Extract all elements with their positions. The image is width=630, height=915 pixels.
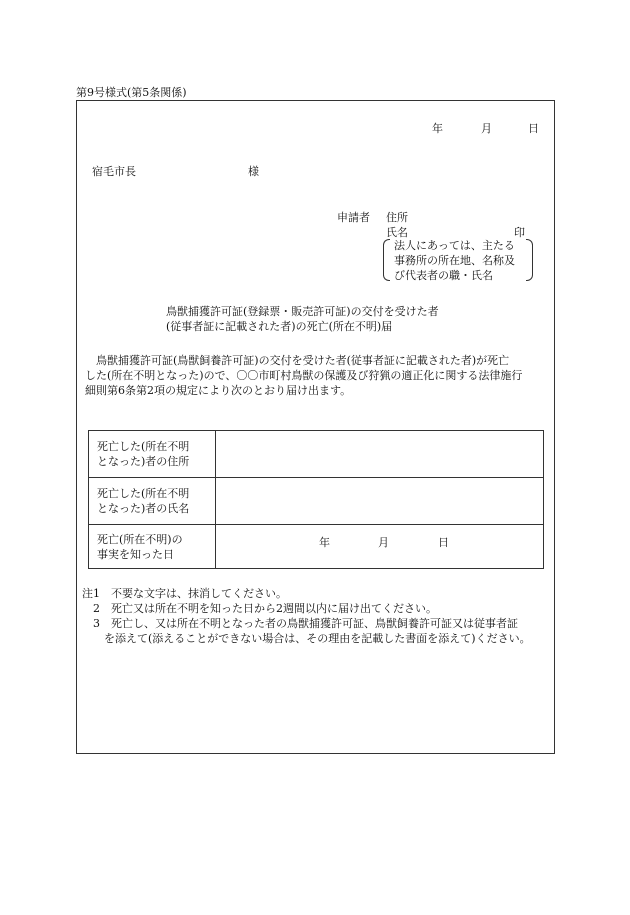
note-item: を添えて(添えることができない場合は、その理由を記載した書面を添えて)ください。 <box>82 632 531 645</box>
form-number-label: 第9号様式(第5条関係) <box>76 86 187 99</box>
form-frame <box>76 100 555 754</box>
row-label <box>89 431 216 478</box>
known-year-label: 年 <box>319 536 330 549</box>
row-label <box>89 525 216 569</box>
details-table <box>88 430 544 569</box>
date-day-label: 日 <box>528 122 539 135</box>
row-label <box>89 478 216 525</box>
right-bracket <box>526 239 533 281</box>
row-label-line: となった)者の住所 <box>97 455 190 468</box>
table-row <box>89 478 544 525</box>
row-label-line: 死亡した(所在不明 <box>97 440 190 453</box>
left-bracket <box>383 239 390 281</box>
addressee-honorific: 様 <box>248 165 259 178</box>
date-month-label: 月 <box>481 122 492 135</box>
document-title-line2: (従事者証に記載された者)の死亡(所在不明)届 <box>166 320 393 333</box>
table-row <box>89 431 544 478</box>
date-year-label: 年 <box>432 122 443 135</box>
body-paragraph <box>85 353 553 398</box>
row-label-line: 死亡(所在不明)の <box>97 532 183 546</box>
addressee: 宿毛市長 <box>92 165 136 178</box>
row-label-line: 事実を知った日 <box>97 547 174 561</box>
body-line: した(所在不明となった)ので、〇〇市町村鳥獣の保護及び狩猟の適正化に関する法律施行 <box>85 369 523 382</box>
corporate-note-line: び代表者の職・氏名 <box>394 269 493 282</box>
corporate-note <box>383 239 533 284</box>
date-known-field[interactable] <box>216 525 544 569</box>
applicant-name-label: 氏名 <box>386 226 408 239</box>
corporate-note-line: 法人にあっては、主たる <box>394 239 515 252</box>
applicant-address-label: 住所 <box>386 211 408 224</box>
row-label-line: となった)者の氏名 <box>97 502 190 515</box>
known-day-label: 日 <box>438 536 449 549</box>
corporate-note-line: 事務所の所在地、名称及 <box>394 254 515 267</box>
deceased-address-field[interactable] <box>216 431 544 478</box>
deceased-name-field[interactable] <box>216 478 544 525</box>
notes <box>82 586 531 646</box>
applicant-label: 申請者 <box>337 211 370 224</box>
document-title-line1: 鳥獣捕獲許可証(登録票・販売許可証)の交付を受けた者 <box>166 305 439 318</box>
known-month-label: 月 <box>378 536 389 549</box>
seal-mark: 印 <box>514 226 525 239</box>
body-line: 細則第6条第2項の規定により次のとおり届け出ます。 <box>85 384 352 397</box>
row-label-line: 死亡した(所在不明 <box>97 487 190 500</box>
note-item: 注1 不要な文字は、抹消してください。 <box>82 587 287 600</box>
table-row <box>89 525 544 569</box>
body-line: 鳥獣捕獲許可証(鳥獣飼養許可証)の交付を受けた者(従事者証に記載された者)が死亡 <box>85 354 510 367</box>
note-item: 3 死亡し、又は所在不明となった者の鳥獣捕獲許可証、鳥獣飼養許可証又は従事者証 <box>82 617 518 630</box>
note-item: 2 死亡又は所在不明を知った日から2週間以内に届け出てください。 <box>82 602 437 615</box>
